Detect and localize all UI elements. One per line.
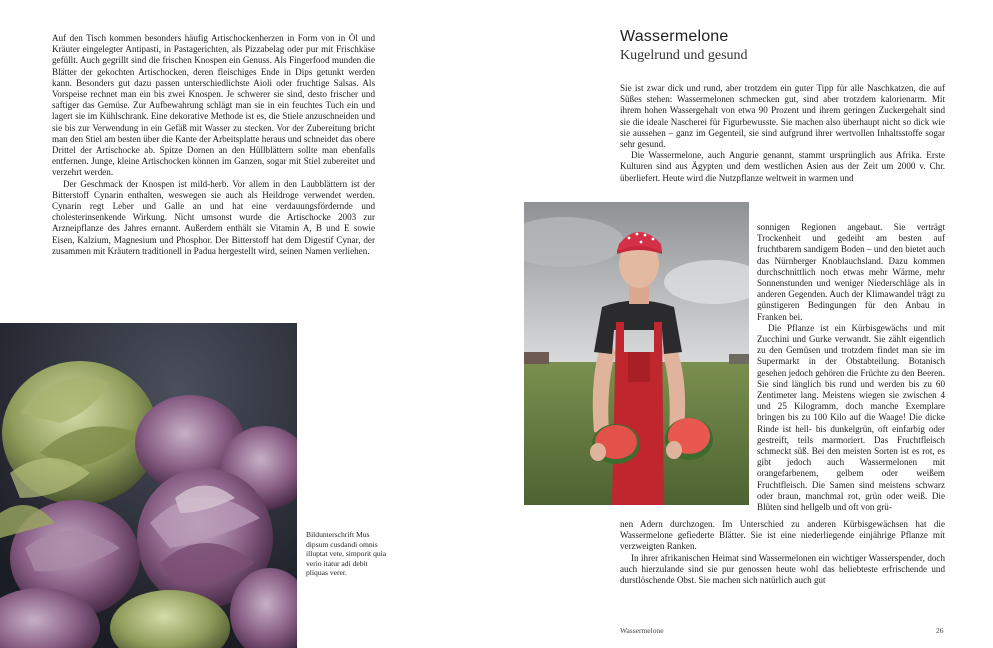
running-footer-title: Wassermelone [620, 626, 664, 635]
article-heading [620, 28, 748, 64]
farmer-portrait-photo [524, 202, 749, 505]
right-intro-body [620, 83, 945, 184]
right-paragraph-5: nen Adern durchzogen. Im Unterschied zu anderen Kürbisgewächsen hat die Wassermelone gefiederte Blätter. Sie ist eine niederliegende einjährige Pflanze mit verzweigten Ranken. [620, 519, 945, 552]
left-page-body [52, 33, 375, 257]
right-paragraph-4: Die Pflanze ist ein Kürbisgewächs und mit Zucchini und Gurke verwandt. Sie zählt eigentlich zu den Gemüsen und trotzdem findet man sie im Supermarkt in der Obstabteilung. Botanisch gesehen jedoch gehören die Früchte zu den Beeren. Sie sind länglich bis rund und werden bis zu 60 Zentimeter lang. Meistens wiegen sie zwischen 4 und 25 Kilogramm, doch manche Exemplare bringen bis zu 100 Kilo auf die Waage! Die dicke Rinde ist hell- bis dunkelgrün, oft einfarbig oder gestreift, teils marmoriert. Das Fruchtfleisch schmeckt süß. Bei den meisten Sorten ist es rot, es gibt jedoch auch Wassermelonen mit orangefarbenem, gelbem oder weißem Fruchtfleisch. Die Samen sind meistens schwarz oder braun, manchmal rot, grün oder weiß. Die Blüten sind hellgelb und oft von grü- [757, 322, 945, 513]
page-number: 26 [936, 626, 944, 635]
left-paragraph-1: Auf den Tisch kommen besonders häufig Artischockenherzen in Form von in Öl und Kräuter eingelegter Antipasti, in Pastagerichten, als Pizzabelag oder pur mit Frischkäse gefüllt. Auch gegrillt sind die frischen Knospen ein Genuss. Als Fingerfood munden die Blätter der gekochten Artischocken, deren fleischiges Ende in Dips getunkt werden kann. Besonders gut dazu passen unterschiedlichste Aioli oder fruchtige Salsas. Als Vorspeise rechnet man ein bis zwei Knospen. Je schwerer sie sind, desto frischer und saftiger das Gemüse. Zur Aufbewahrung schlägt man sie in ein feuchtes Tuch ein und lagert sie im Kühlschrank. Eine dekorative Methode ist es, die Stiele anzuschneiden und sie bis zur Verwendung in ein Gefäß mit Wasser zu stecken. Vor der Zubereitung bricht man den Stiel am besten über die Kante der Arbeitsplatte heraus und schneidet das obere Drittel der Artischocke ab. Spitze Dornen an den Hüllblättern sollte man ebenfalls entfernen. Junge, kleine Artischocken können im Ganzen, sogar mit Stiel zubereitet und verzehrt werden. [52, 33, 375, 178]
artichoke-photo [0, 323, 297, 648]
photo-caption [306, 530, 388, 578]
right-paragraph-6: In ihrer afrikanischen Heimat sind Wassermelonen ein wichtiger Wasserspender, doch auch hierzulande sind sie pur genossen heute wohl das beliebteste erfrischende und durstlöschende Obst. Sie machen sich natürlich auch gut [620, 552, 945, 586]
right-paragraph-1: Sie ist zwar dick und rund, aber trotzdem ein guter Tipp für alle Naschkatzen, die auf Süßes stehen: Wassermelonen schmecken gut, sind aber trotzdem kalorienarm. Mit ihrem hohen Wassergehalt von etwa 90 Prozent und ihrem geringen Zuckergehalt sind sie die ideale Nascherei für Figurbewusste. Sie machen also überhaupt nicht so dick wie sie aussehen – ganz im Gegenteil, sie sind aufgrund ihrer wertvollen Inhaltsstoffe sogar sehr gesund. [620, 83, 945, 150]
caption-text: Bildunterschrift Mus dipsum cusdandi omnis illuptat vete, simporit quia verio itatur adi debit pliquas verer. [306, 530, 387, 578]
right-paragraph-3: sonnigen Regionen angebaut. Sie verträgt Trockenheit und gedeiht am besten auf fruchtbarem sandigem Boden – und den bietet auch das Nürnberger Knoblauchsland. Dazu kommen durchschnittlich noch etwas mehr Wärme, mehr Sonnenstunden und weniger Niederschläge als in anderen Gegenden. Auch der Klimawandel trägt zu günstigeren Bedingungen für den Anbau in Franken bei. [757, 222, 945, 322]
left-paragraph-2: Der Geschmack der Knospen ist mild-herb. Vor allem in den Laubblättern ist der Bitterstoff Cynarin enthalten, weswegen sie auch als Heildroge verwendet werden. Cynarin regt Leber und Galle an und hat eine verdauungsfördernde und cholesterinsenkende Wirkung. Nicht umsonst wurde die Artischocke 2003 zur Arzneipflanze des Jahres ernannt. Außerdem enthält sie Vitamin A, B und E sowie Eisen, Kalzium, Magnesium und Phosphor. Der Bitterstoff hat dem Digestif Cynar, der zusammen mit Kräutern traditionell in Padua hergestellt wird, seinen Namen verliehen. [52, 178, 375, 256]
page-subtitle: Kugelrund und gesund [620, 48, 748, 63]
right-bottom-body [620, 519, 945, 586]
page-title: Wassermelone [620, 28, 729, 45]
right-paragraph-2: Die Wassermelone, auch Angurie genannt, stammt ursprünglich aus Afrika. Erste Kulturen sind aus Ägypten und dem westlichen Asien aus der Zeit um 2000 v. Chr. überliefert. Heute wird die Nutzpflanze weltweit in warmen und [620, 150, 945, 183]
right-wrap-body [757, 222, 945, 513]
